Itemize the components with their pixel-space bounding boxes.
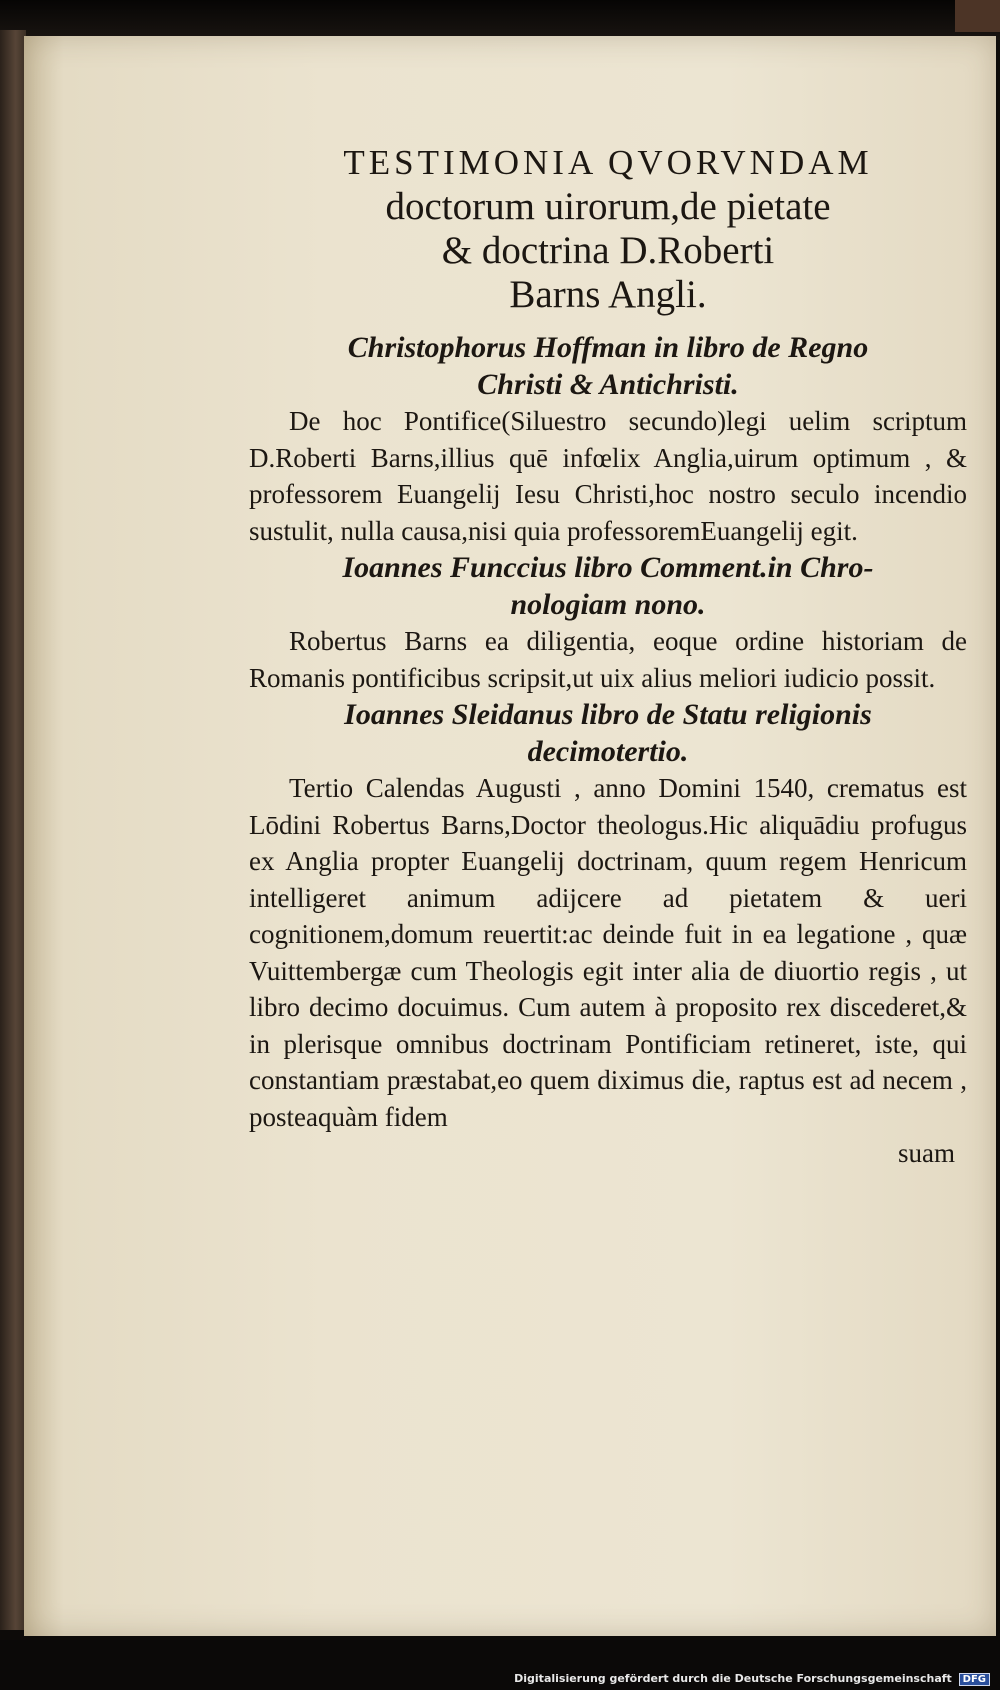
title-line-3: & doctrina D.Roberti xyxy=(441,229,775,272)
scan-background-top xyxy=(0,0,1000,40)
section-1-text: De hoc Pontifice(Siluestro secundo)legi uelim scriptum D.Roberti Barns,illius quē infœlix Anglia,uirum optimum , & professorem Euangelij Iesu Christi,hoc nostro seculo incendio sustulit, nulla causa,nisi quia professoremEuangelij egit. xyxy=(249,406,967,546)
section-2-heading-line-1: Ioannes Funccius libro Comment.in Chro- xyxy=(342,551,874,584)
binding-corner xyxy=(955,0,1000,32)
title-line-4: Barns Angli. xyxy=(509,273,707,316)
catchword: suam xyxy=(898,1138,955,1168)
section-3-text: Tertio Calendas Augusti , anno Domini 1540, crematus est Lōdini Robertus Barns,Doctor theologus.Hic aliquādiu profugus ex Anglia propter Euangelij doctrinam, quum regem Henricum intelligeret animum adijcere ad pietatem & ueri cognitionem,domum reuertit:ac deinde fuit in ea legatione , quæ Vuittembergæ cum Theologis egit inter alia de diuortio regis , ut libro decimo docuimus. Cum autem à proposito rex discederet,& in plerisque omnibus doctrinam Pontificiam retineret, iste, qui constantiam præstabat,eo quem diximus die, raptus est ad necem , posteaquàm fidem xyxy=(249,773,967,1132)
section-1-heading-line-1: Christophorus Hoffman in libro de Regno xyxy=(347,331,869,364)
book-binding-edge xyxy=(0,30,26,1630)
section-2-heading-line-2: nologiam nono. xyxy=(510,588,706,621)
book-page xyxy=(24,36,996,1636)
footer-credit-text: Digitalisierung gefördert durch die Deutsche Forschungsgemeinschaft xyxy=(514,1672,952,1685)
page-content xyxy=(249,141,967,1171)
dfg-logo-icon: DFG xyxy=(959,1673,990,1686)
title-line-2: doctorum uirorum,de pietate xyxy=(385,185,831,228)
section-1-heading-line-2: Christi & Antichristi. xyxy=(477,368,739,401)
section-3-heading-line-2: decimotertio. xyxy=(527,735,689,768)
title-line-1: TESTIMONIA QVORVNDAM xyxy=(343,143,873,182)
section-3-heading-line-1: Ioannes Sleidanus libro de Statu religionis xyxy=(344,698,872,731)
footer-credit xyxy=(514,1672,990,1686)
section-2-text: Robertus Barns ea diligentia, eoque ordine historiam de Romanis pontificibus scripsit,ut uix alius meliori iudicio possit. xyxy=(249,626,967,693)
